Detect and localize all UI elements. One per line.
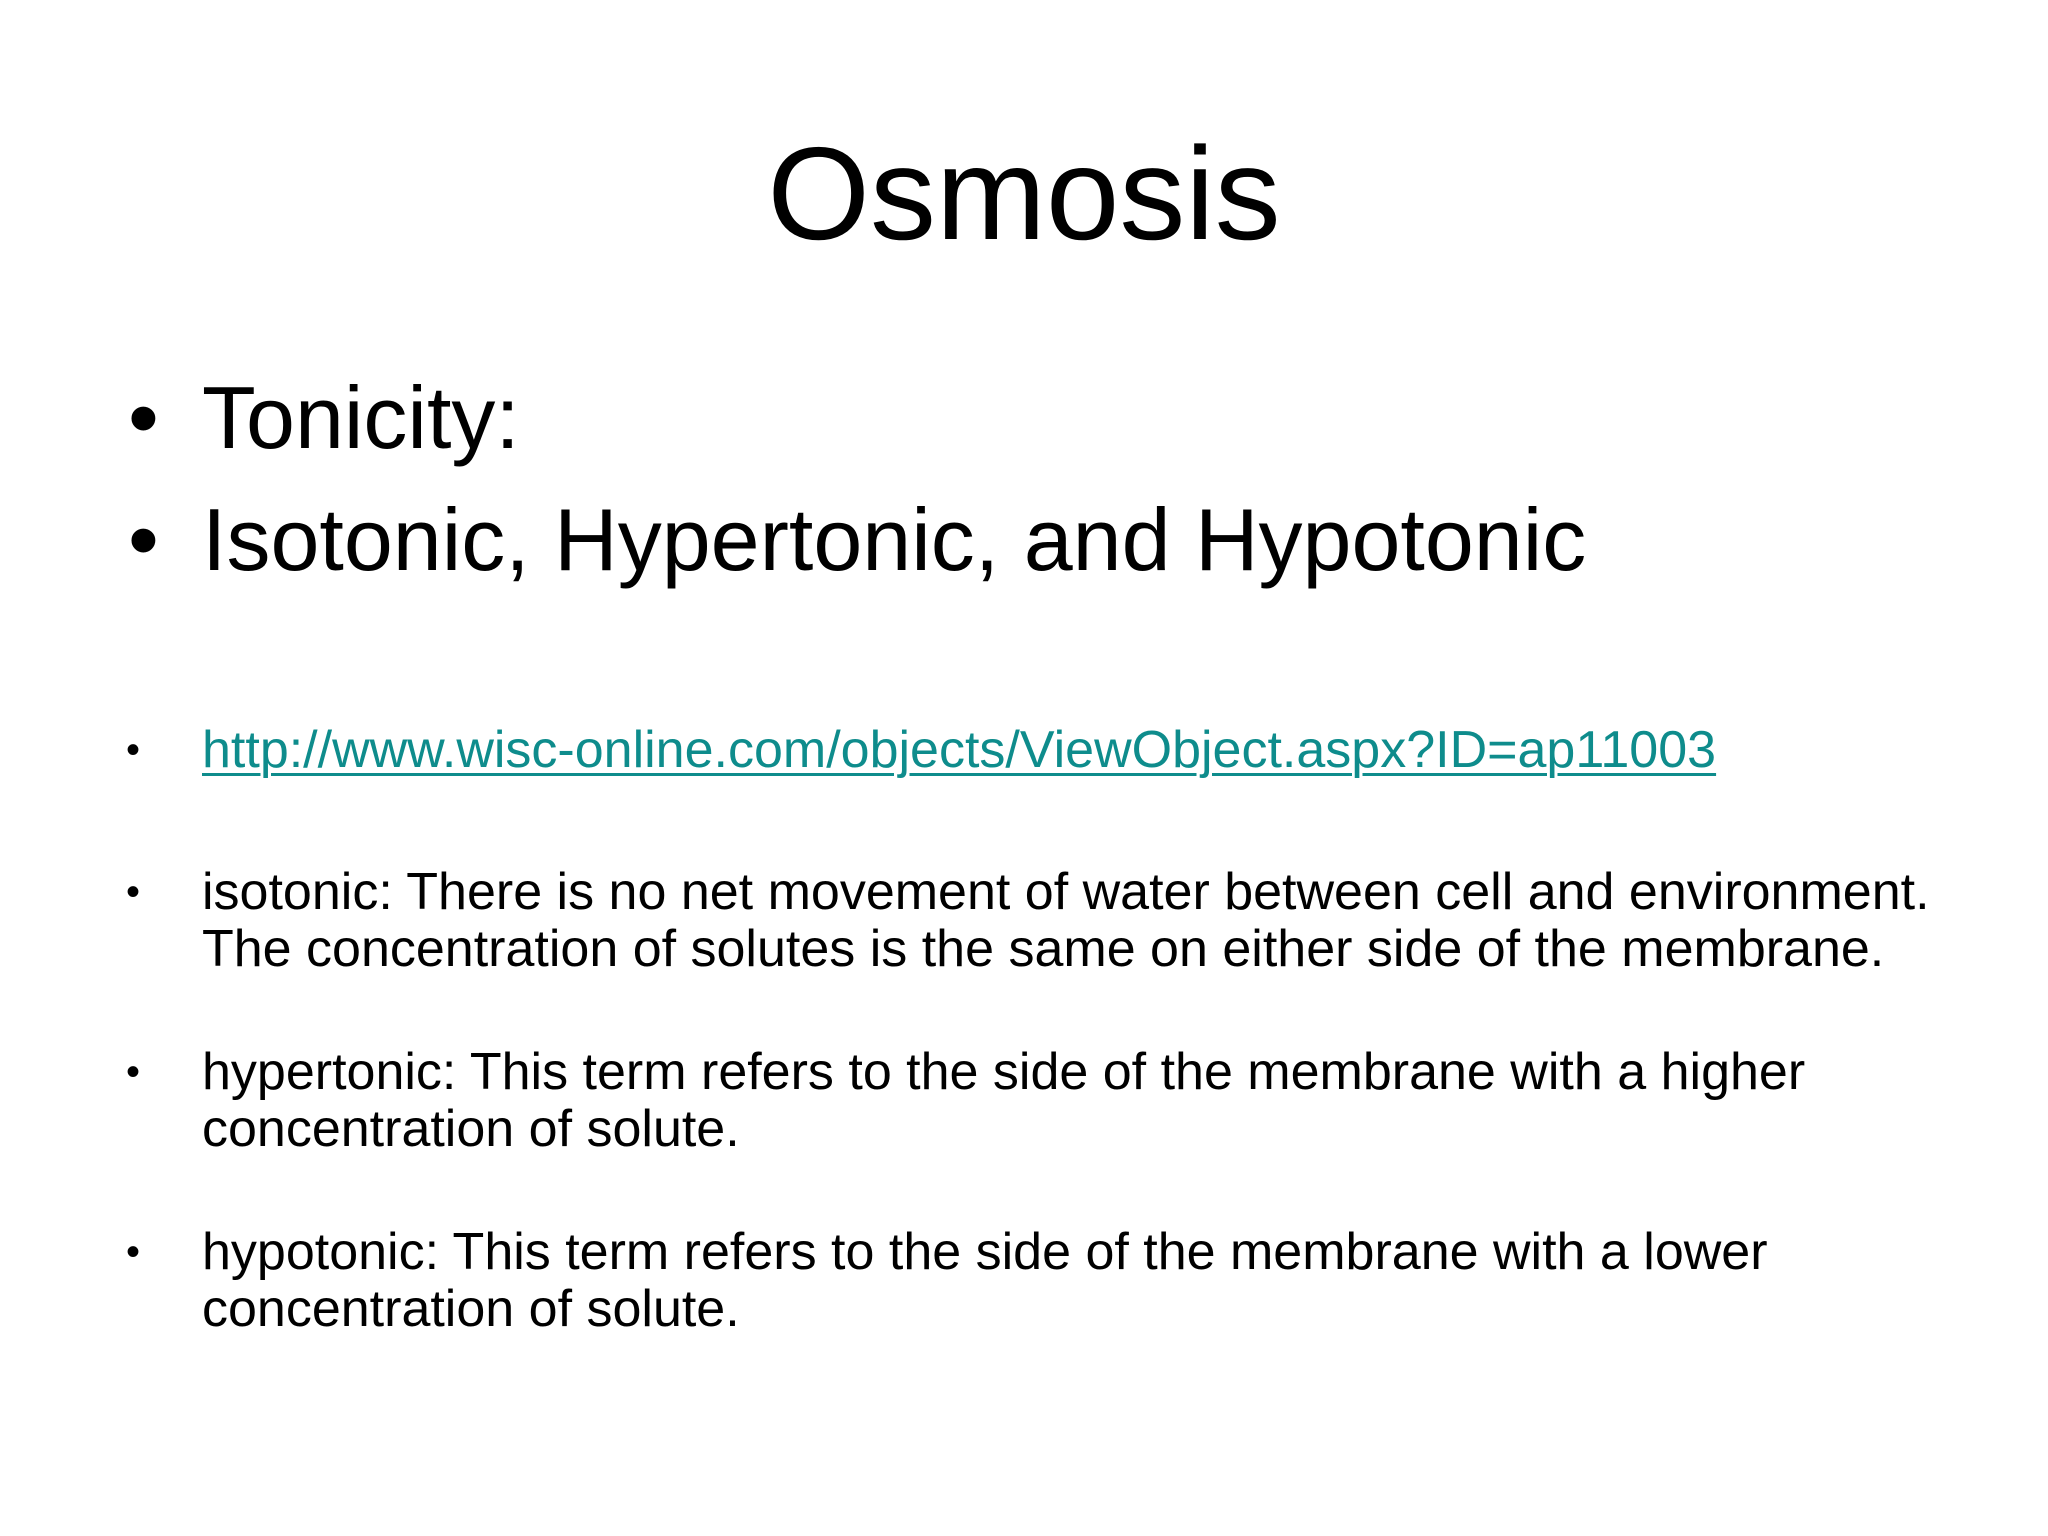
slide-title: Osmosis (767, 120, 1281, 267)
definition-line: concentration of solute. (202, 1280, 740, 1338)
bullet-icon: • (126, 1050, 141, 1094)
wisc-online-link[interactable]: http://www.wisc-online.com/objects/ViewObject.aspx?ID=ap11003 (202, 721, 1717, 779)
definition-line: hypotonic: This term refers to the side of the membrane with a lower (202, 1223, 1768, 1281)
main-bullet-text: Tonicity: (202, 368, 520, 467)
bullet-icon: • (128, 490, 159, 589)
bullet-icon: • (126, 870, 141, 914)
definition-line: isotonic: There is no net movement of water between cell and environment. (202, 863, 1930, 921)
definition-line: The concentration of solutes is the same on either side of the membrane. (202, 920, 1885, 978)
main-bullet-text: Isotonic, Hypertonic, and Hypotonic (202, 490, 1587, 589)
definition-line: concentration of solute. (202, 1100, 740, 1158)
definition-line: hypertonic: This term refers to the side of the membrane with a higher (202, 1043, 1806, 1101)
bullet-icon: • (128, 368, 159, 467)
bullet-icon: • (126, 1230, 141, 1274)
bullet-icon: • (126, 728, 141, 772)
